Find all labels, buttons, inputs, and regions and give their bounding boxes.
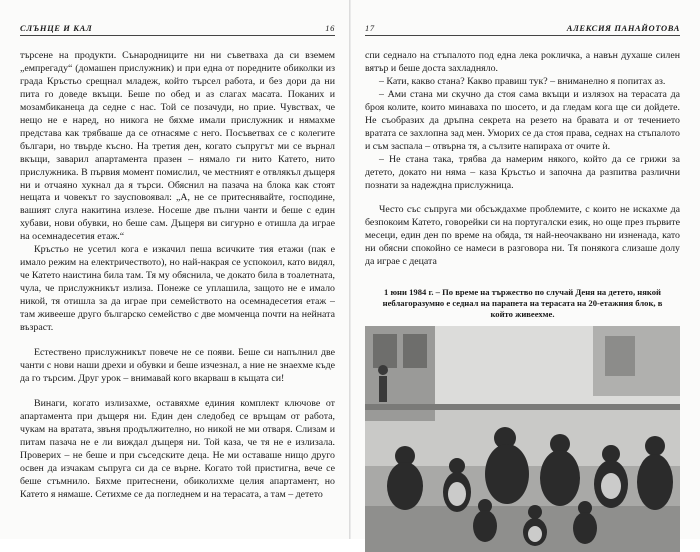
paragraph: Винаги, когато излизахме, оставяхме единия комплект ключове от апартамента при дъщеря ни. Един ден следобед се връщам от работа, чукам на вратата, звъня продължително, но никой не ми отваря. Слизам и питам пазача не е ли виждал дъщеря ни. Той каза, че тя не е излизала. Проверих – не беше и при съседските деца. Не ми оставаше нищо друго освен да изчакам съпруга си да се върне. Когато той пристигна, вече се беше стъмнило. Бяхме притеснени, обиколихме целия апартамент, но Катето я нямаше. Сетихме се да погледнем и на терасата, а там – детето [20, 397, 335, 500]
right-body-text [365, 50, 680, 269]
paragraph: – Кати, какво стана? Какво правиш тук? – вниманелно я попитах аз. [379, 75, 666, 87]
paragraph: Кръстьо не усетил кога е изкачил пеша всичките тия етажи (пак е имало режим на електричеството), но най-накрая се успокоил, като видял, че Катето наистина била там. Тя му обяснила, че докато била в тоалетната, чула, че прислужникът излиза. Понеже се уплашила, защото не е имало никой, тя отишла за да играе при семейството на осемнадесетия етаж – там живееше друго българско семейство с две момченца почти на нейната възраст. [20, 244, 335, 334]
paragraph: – Не стана така, трябва да намерим някого, който да се грижи за детето, докато ни няма – каза Кръстьо и започна да разпитва различни познати за надеждна прислужница. [365, 153, 680, 191]
left-page-number: 16 [325, 23, 335, 33]
left-running-head [20, 22, 335, 36]
paragraph: Естествено прислужникът повече не се появи. Беше си напълнил две чанти с нови наши дрехи и обувки и беше изчезнал, а ние не знаехме къде да го търсим. Друг урок – внимавай кого вкарваш в къщата си! [20, 346, 335, 384]
paragraph: Често със съпруга ми обсъждахме проблемите, с които не искахме да безпокоим Катето, говорейки си на португалски език, но още през първите месеци, един ден по време на обяда, тя най-неочаквано ни изненада, като ни обясни спокойно се намеси в разговора ни. Тя понякога слизаше долу да играе с децата [365, 204, 680, 268]
paragraph: спи седнало на стъпалото под една лека рокличка, а навън духаше силен вятър и беше доста захладняло. [365, 50, 680, 74]
right-running-title: АЛЕКСИЯ ПАНАЙОТОВА [566, 23, 680, 33]
right-running-head [365, 22, 680, 36]
right-page [351, 0, 700, 539]
photo [365, 326, 680, 552]
left-body-text [20, 50, 335, 501]
photo-image [365, 326, 680, 552]
left-page [0, 0, 349, 539]
right-page-number: 17 [365, 23, 375, 33]
left-running-title: СЛЪНЦЕ И КАЛ [20, 23, 93, 33]
photo-caption: 1 юни 1984 г. – По време на тържество по случай Деня на детето, някой неблагоразумно е седнал на парапета на терасата на 20-етажния блок, в който живеехме. [382, 287, 663, 320]
paragraph: търсене на продукти. Сънародниците ни ни съветваха да си вземем „емпрегаду“ (домашен прислужник) и при една от поредните обиколки из града Кръстьо срещнал младеж, който търсел работа, и без дори да ни пита го доведе вкъщи. Беше по обед и аз слагах масата. Поканих и мозамбиканеца да седне с нас. Той се позачуди, но приe. Чувствах, че нещо не е наред, но никога не бяхме имали прислужник и нямахме представа как трябваше да се отнасяме с него. Посъветвах се с колегите българи, но твърде късно. На третия ден, когато съпругът ми се върнал вкъщи, заварил апартамента празен – нямало ги нито Катето, нито прислужника. В първия момент помислил, че местният е отвлякъл дъщеря ни и отчаяно хукнал да я търси. Обяснил на пазача на блока как стоят нещата и човекът го заусповоявал: „А, не се притеснявайте, господине, вашият слуга накитина излезе. Носеше две пълни чанти и беше с един хубави, нови обувки, но беше сам. Дъщеря ви сигурно е отишла да играе на осемнадесетия етаж.“ [20, 50, 335, 243]
paragraph: – Ами стана ми скучно да стоя сама вкъщи и излязох на терасата да броя колите, които минаваха по шосето, и да гледам кога ще си дойдете. Не съобразих да дръпна секрета на резето на бравата и от течението вратата се захлопна зад мен. Уморих се да стоя права, седнах на стъпалото и съм заспала – отвърна тя, а сълзите напираха от очите ѝ. [365, 88, 680, 152]
